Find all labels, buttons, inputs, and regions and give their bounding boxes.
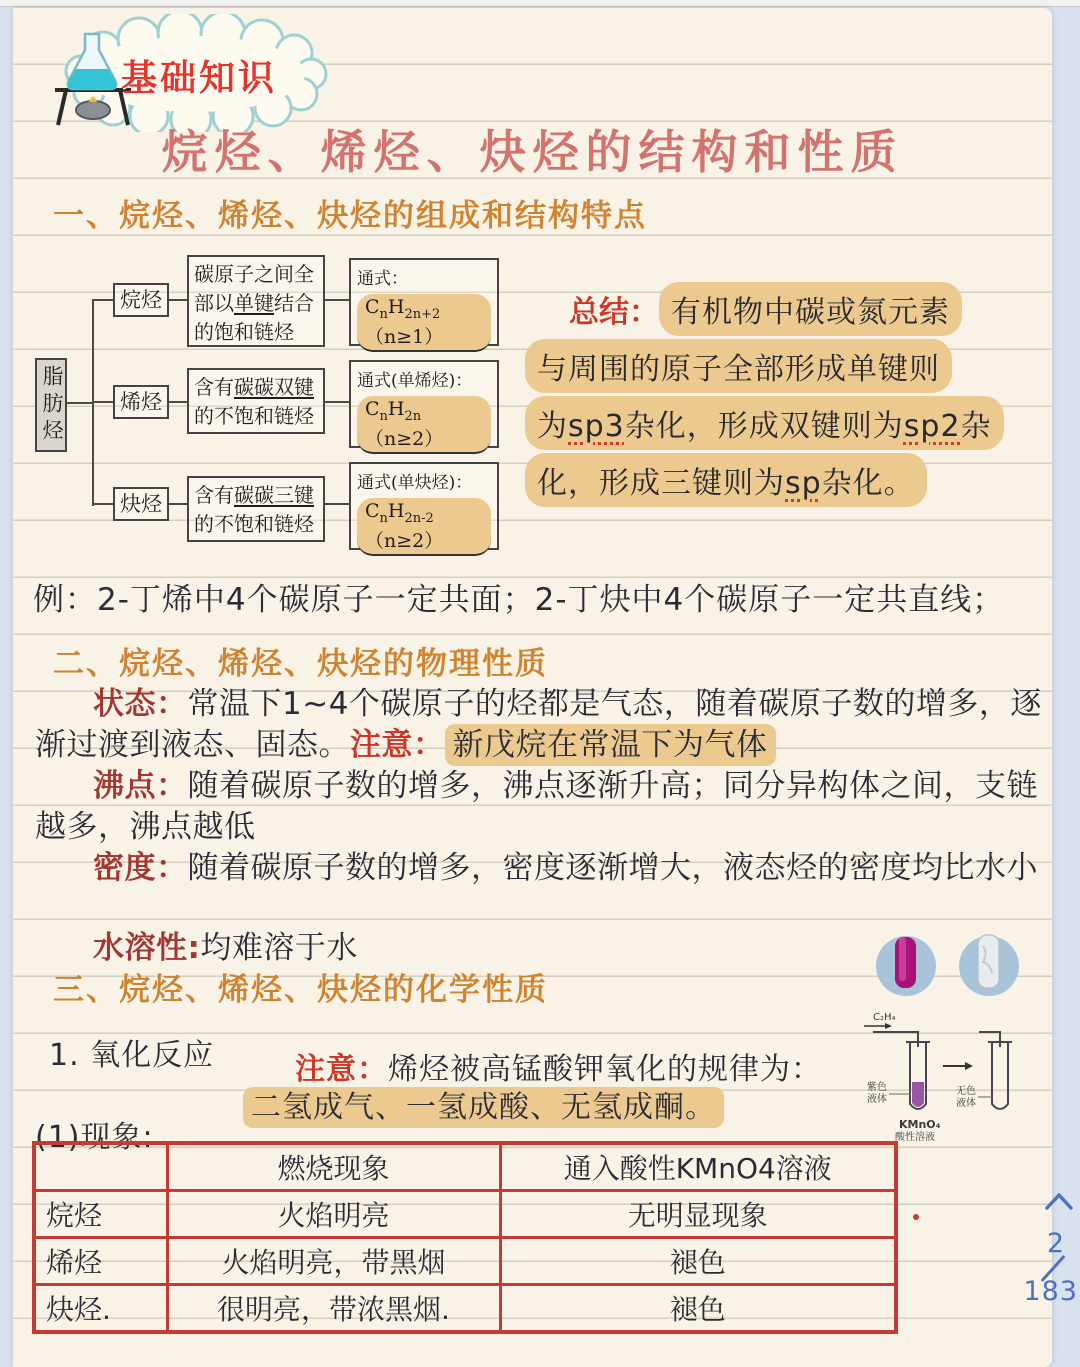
phenomena-table <box>32 1141 898 1334</box>
summary-label: 总结： <box>569 294 659 330</box>
svg-text:酸性溶液: 酸性溶液 <box>895 1132 935 1143</box>
page-indicator[interactable] <box>1018 1228 1078 1307</box>
diagram-formula-alkyne: 通式(单炔烃)： $C_nH_{2n-2}(n\ge 2)$ <box>349 462 499 550</box>
colorless-liquid-label: 无色 <box>956 1086 976 1097</box>
formula-alkyne: $C_nH_{2n-2}(n\ge 2)$ <box>357 498 491 556</box>
solubility-paragraph: 水溶性:均难溶于水 <box>93 930 358 966</box>
oxidation-subheading: 1. 氧化反应 <box>49 1038 215 1073</box>
oxidation-note-label: 注意： <box>295 1052 388 1087</box>
kmno4-figure <box>861 916 1056 1148</box>
section1-heading: 一、烷烃、烯烃、炔烃的组成和结构特点 <box>53 198 647 234</box>
oxidation-note: 注意：烯烃被高锰酸钾氧化的规律为： <box>295 1052 822 1087</box>
example-line: 例：2-丁烯中4个碳原子一定共面；2-丁炔中4个碳原子一定共直线； <box>33 582 1005 618</box>
svg-text:液体: 液体 <box>867 1094 887 1105</box>
boiling-label: 沸点： <box>93 768 188 804</box>
state-note-highlight: 新戊烷在常温下为气体 <box>445 724 776 766</box>
total-pages: 183 <box>1023 1276 1078 1307</box>
density-label: 密度： <box>93 850 188 886</box>
chevron-up-icon[interactable] <box>1040 1188 1078 1214</box>
solubility-label: 水溶性: <box>93 930 201 966</box>
badge-label: 基础知识 <box>121 58 278 99</box>
formula-alkene: $C_nH_{2n}(n\ge 2)$ <box>357 396 491 454</box>
table-header-row: 燃烧现象 通入酸性KMnO4溶液 <box>34 1143 896 1191</box>
page-title: 烷烃、烯烃、炔烃的结构和性质 <box>161 125 904 179</box>
section3-heading: 三、烷烃、烯烃、炔烃的化学性质 <box>53 972 548 1008</box>
gas-label: C₂H₄ <box>873 1012 896 1023</box>
current-page: 2 <box>1046 1228 1064 1259</box>
diagram-label-alkene: 烯烃 <box>113 385 169 419</box>
hydrocarbon-diagram <box>35 250 515 564</box>
reagent-label: KMnO₄ <box>899 1118 941 1131</box>
state-paragraph: 状态：常温下1~4个碳原子的烃都是气态，随着碳原子数的增多，逐渐过渡到液态、固态。注意： 新戊烷在常温下为气体 <box>35 684 1051 766</box>
table-row: 烯烃 火焰明亮，带黑烟 褪色 <box>34 1238 896 1285</box>
diagram-formula-alkene: 通式(单烯烃)： $C_nH_{2n}(n\ge 2)$ <box>349 360 499 448</box>
state-note-label: 注意： <box>350 727 445 763</box>
basics-badge <box>43 14 343 132</box>
diagram-desc-alkene: 含有碳碳双键的不饱和链烃 <box>187 368 325 434</box>
notes-page <box>13 8 1052 1367</box>
phenomena-label: (1)现象: <box>35 1120 154 1155</box>
state-label: 状态： <box>93 686 188 722</box>
table-row: 炔烃. 很明亮，带浓黑烟. 褪色 <box>34 1285 896 1333</box>
purple-liquid-label: 紫色 <box>867 1082 887 1093</box>
app-top-strip <box>0 0 1080 7</box>
diagram-label-alkyne: 炔烃 <box>113 487 169 521</box>
diagram-label-alkane: 烷烃 <box>113 283 169 317</box>
oxidation-rule: 二氢成气、一氢成酸、无氢成酮。 <box>243 1082 724 1126</box>
diagram-root: 脂肪烃 <box>35 358 67 452</box>
hybridization-summary: 总结： 有机物中碳或氮元素 与周围的原子全部形成单键则 为sp3杂化，形成双键则为sp2杂 化，形成三键则为sp杂化。 <box>525 280 1073 508</box>
diagram-desc-alkane: 碳原子之间全部以单键结合的饱和链烃 <box>187 255 325 347</box>
boiling-paragraph: 沸点：随着碳原子数的增多，沸点逐渐升高；同分异构体之间，支链越多，沸点越低 <box>35 768 1038 845</box>
formula-alkane: $C_nH_{2n+2}(n\ge 1)$ <box>357 294 491 352</box>
svg-text:液体: 液体 <box>956 1098 976 1109</box>
section2-heading: 二、烷烃、烯烃、炔烃的物理性质 <box>53 646 548 682</box>
table-row: 烷烃 火焰明亮 无明显现象 <box>34 1191 896 1238</box>
diagram-formula-alkane: 通式： $C_nH_{2n+2}(n\ge 1)$ <box>349 258 499 346</box>
diagram-desc-alkyne: 含有碳碳三键的不饱和链烃 <box>187 476 325 542</box>
density-paragraph: 密度：随着碳原子数的增多，密度逐渐增大，液态烃的密度均比水小 <box>93 850 1038 886</box>
stray-red-dot <box>913 1214 919 1220</box>
